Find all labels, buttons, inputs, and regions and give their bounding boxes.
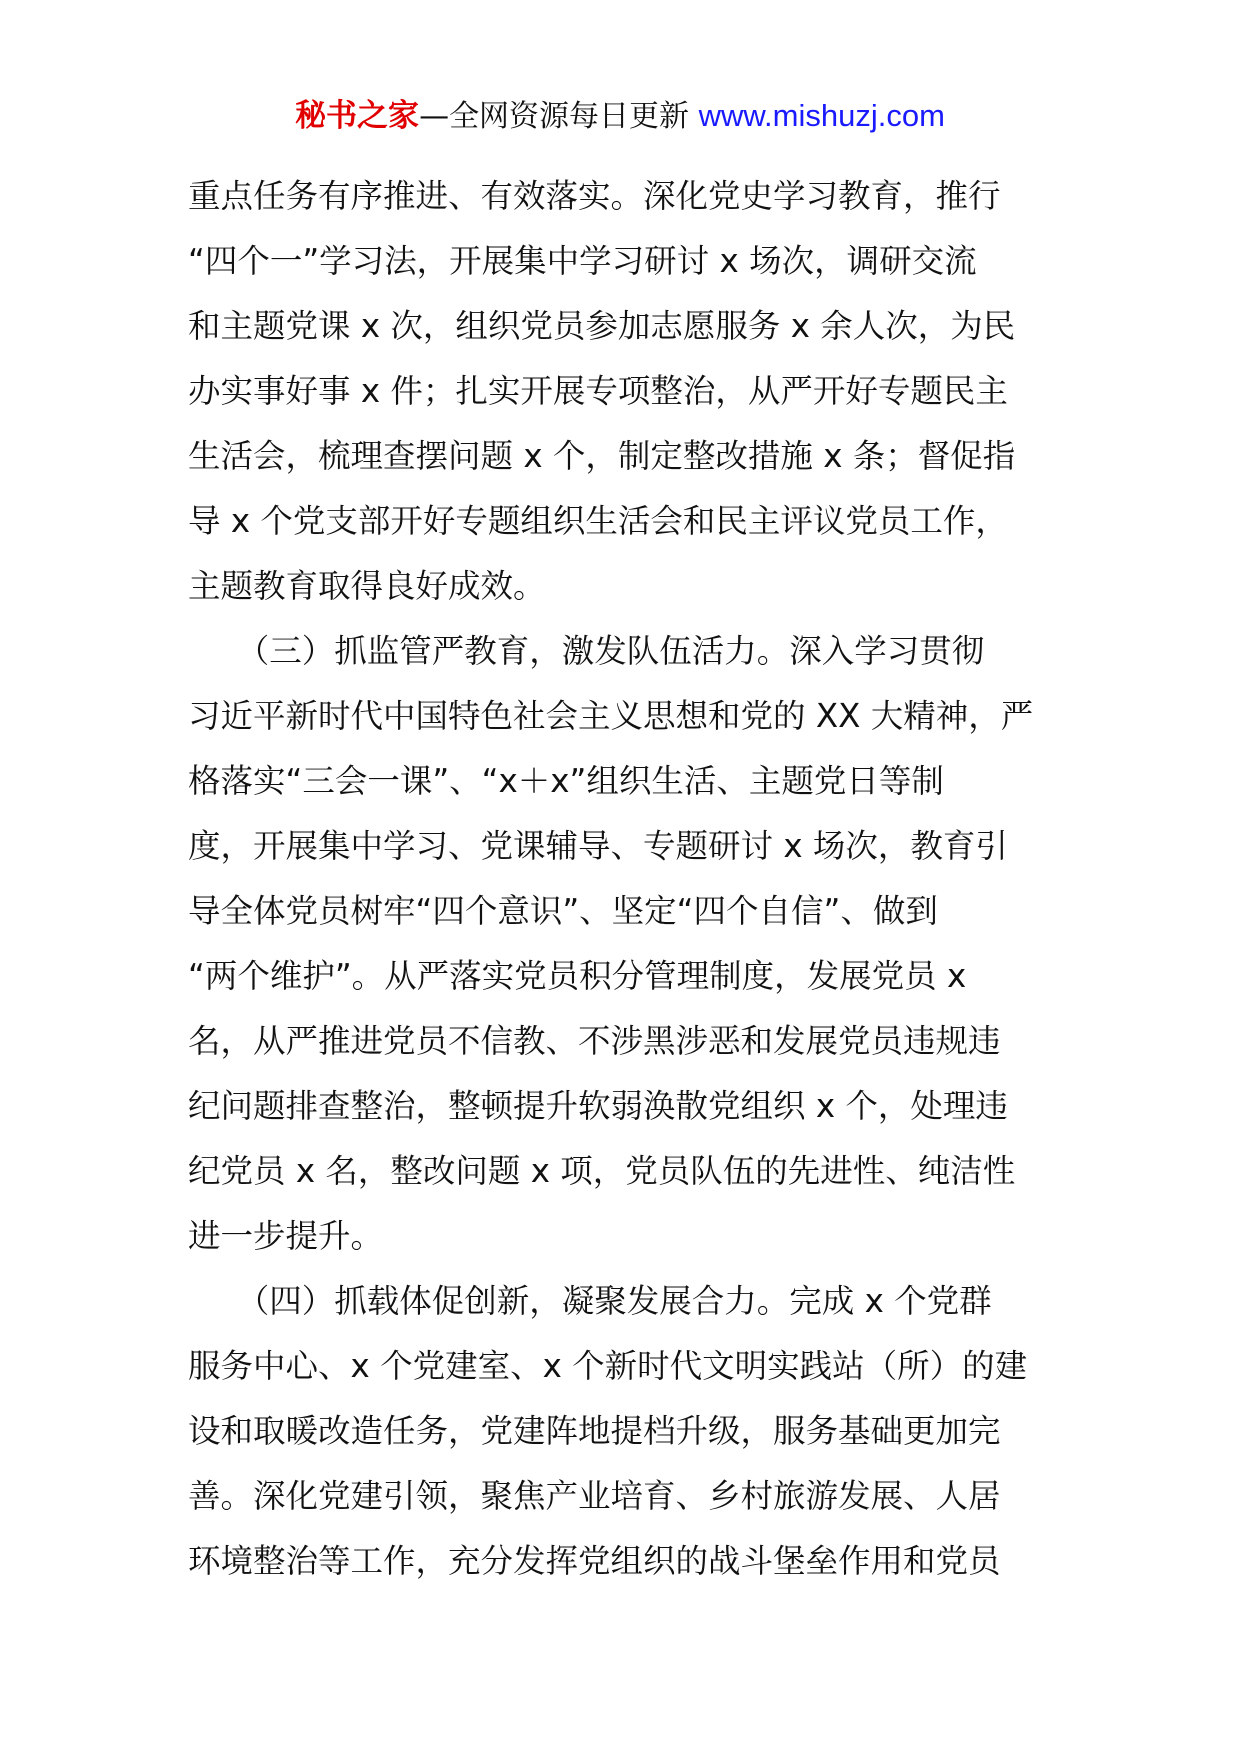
site-url-link[interactable]: www.mishuzj.com [698,98,945,133]
text-line: 导 x 个党支部开好专题组织生活会和民主评议党员工作， [188,502,1008,540]
text-line: 导全体党员树牢“四个意识”、坚定“四个自信”、做到 [188,892,938,930]
text-line: 纪问题排查整治，整顿提升软弱涣散党组织 x 个，处理违 [188,1087,1008,1125]
section-heading-4: （四）抓载体促创新，凝聚发展合力。完成 x 个党群 [188,1282,992,1320]
text-line: 服务中心、x 个党建室、x 个新时代文明实践站（所）的建 [188,1347,1028,1385]
page-header [0,96,1240,137]
text-line: 重点任务有序推进、有效落实。深化党史学习教育，推行 [188,177,1001,215]
text-line: 主题教育取得良好成效。 [188,567,546,605]
text-line: 和主题党课 x 次，组织党员参加志愿服务 x 余人次，为民 [188,307,1016,345]
text-line: 办实事好事 x 件；扎实开展专项整治，从严开好专题民主 [188,372,1008,410]
text-line: 善。深化党建引领，聚焦产业培育、乡村旅游发展、人居 [188,1477,1001,1515]
header-tagline: —全网资源每日更新 [419,99,699,134]
brand-name: 秘书之家 [295,98,420,134]
document-body [188,164,1054,1594]
text-line: 纪党员 x 名，整改问题 x 项，党员队伍的先进性、纯洁性 [188,1152,1016,1190]
text-line: 生活会，梳理查摆问题 x 个，制定整改措施 x 条；督促指 [188,437,1016,475]
text-line: “两个维护”。从严落实党员积分管理制度，发展党员 x [188,957,967,995]
text-line: 环境整治等工作，充分发挥党组织的战斗堡垒作用和党员 [188,1542,1001,1580]
text-line: 习近平新时代中国特色社会主义思想和党的 XX 大精神，严 [188,697,1034,735]
text-line: 设和取暖改造任务，党建阵地提档升级，服务基础更加完 [188,1412,1001,1450]
section-heading-3: （三）抓监管严教育，激发队伍活力。深入学习贯彻 [188,632,985,670]
text-line: 进一步提升。 [188,1217,384,1255]
text-line: 度，开展集中学习、党课辅导、专题研讨 x 场次，教育引 [188,827,1008,865]
text-line: 名，从严推进党员不信教、不涉黑涉恶和发展党员违规违 [188,1022,1001,1060]
text-line: “四个一”学习法，开展集中学习研讨 x 场次，调研交流 [188,242,977,280]
text-line: 格落实“三会一课”、“x＋x”组织生活、主题党日等制 [188,762,944,800]
